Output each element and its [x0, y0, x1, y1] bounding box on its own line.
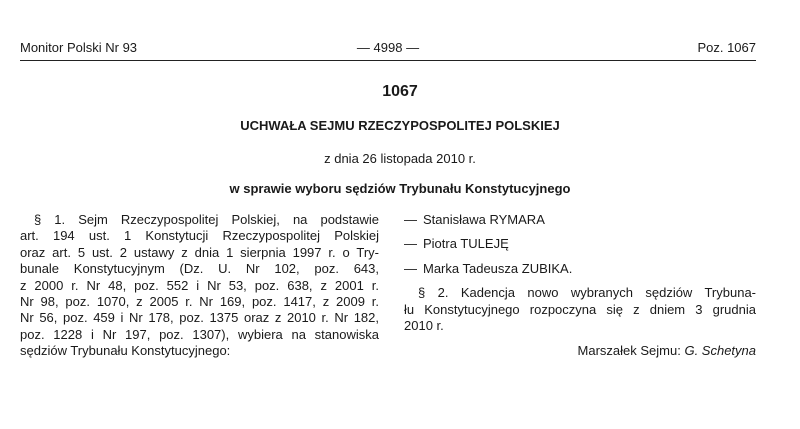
- judge-item: [404, 212, 756, 228]
- header-rule: [20, 60, 756, 61]
- paragraph-line: sędziów Trybunału Konstytucyjnego:: [20, 343, 231, 359]
- paragraph-line: łu Konstytucyjnego rozpoczyna się z dniem 3 grudnia: [404, 301, 756, 317]
- page-number: — 4998 —: [356, 40, 420, 55]
- judge-name: Piotra TULEJĘ: [423, 236, 509, 252]
- paragraph-line: bunale Konstytucyjnym (Dz. U. Nr 102, poz. 643,: [20, 261, 379, 277]
- judge-name: Stanisława RYMARA: [423, 212, 545, 227]
- paragraph-line: Nr 98, poz. 1070, z 2005 r. Nr 169, poz. 1417, z 2009 r.: [20, 293, 379, 309]
- document-date: z dnia 26 listopada 2010 r.: [324, 151, 476, 166]
- paragraph-line: z 2000 r. Nr 48, poz. 552 i Nr 53, poz. 638, z 2001 r.: [20, 277, 379, 293]
- signature-role: Marszałek Sejmu:: [577, 343, 681, 358]
- document-number: 1067: [382, 83, 418, 100]
- paragraph-line: poz. 1228 i Nr 197, poz. 1307), wybiera na stanowiska: [20, 326, 379, 342]
- list-dash: —: [404, 212, 417, 227]
- signature-name: G. Schetyna: [684, 343, 756, 358]
- judge-item: [404, 236, 756, 252]
- paragraph-line: § 2. Kadencja nowo wybranych sędziów Trybuna-: [418, 285, 756, 301]
- document-subject: w sprawie wyboru sędziów Trybunału Konstytucyjnego: [229, 181, 571, 196]
- judge-item: [404, 261, 756, 277]
- paragraph-line: 2010 r.: [404, 317, 444, 333]
- paragraph-1: [20, 212, 379, 360]
- list-dash: —: [404, 236, 417, 252]
- judge-name: Marka Tadeusza ZUBIKA.: [423, 260, 573, 276]
- publication-name: Monitor Polski Nr 93: [20, 40, 138, 55]
- position-number: Poz. 1067: [697, 40, 756, 55]
- paragraph-2: [404, 285, 756, 334]
- paragraph-line: oraz art. 5 ust. 2 ustawy z dnia 1 sierpnia 1997 r. o Try-: [20, 244, 379, 260]
- signature: [578, 343, 756, 358]
- right-column: [404, 212, 756, 334]
- paragraph-line: Nr 56, poz. 459 i Nr 178, poz. 1375 oraz z 2010 r. Nr 182,: [20, 310, 379, 326]
- paragraph-line: § 1. Sejm Rzeczypospolitej Polskiej, na podstawie: [34, 212, 379, 227]
- document-title: UCHWAŁA SEJMU RZECZYPOSPOLITEJ POLSKIEJ: [240, 118, 560, 133]
- list-dash: —: [404, 260, 417, 276]
- paragraph-line: art. 194 ust. 1 Konstytucji Rzeczypospolitej Polskiej: [20, 228, 379, 244]
- page-header: [20, 40, 756, 58]
